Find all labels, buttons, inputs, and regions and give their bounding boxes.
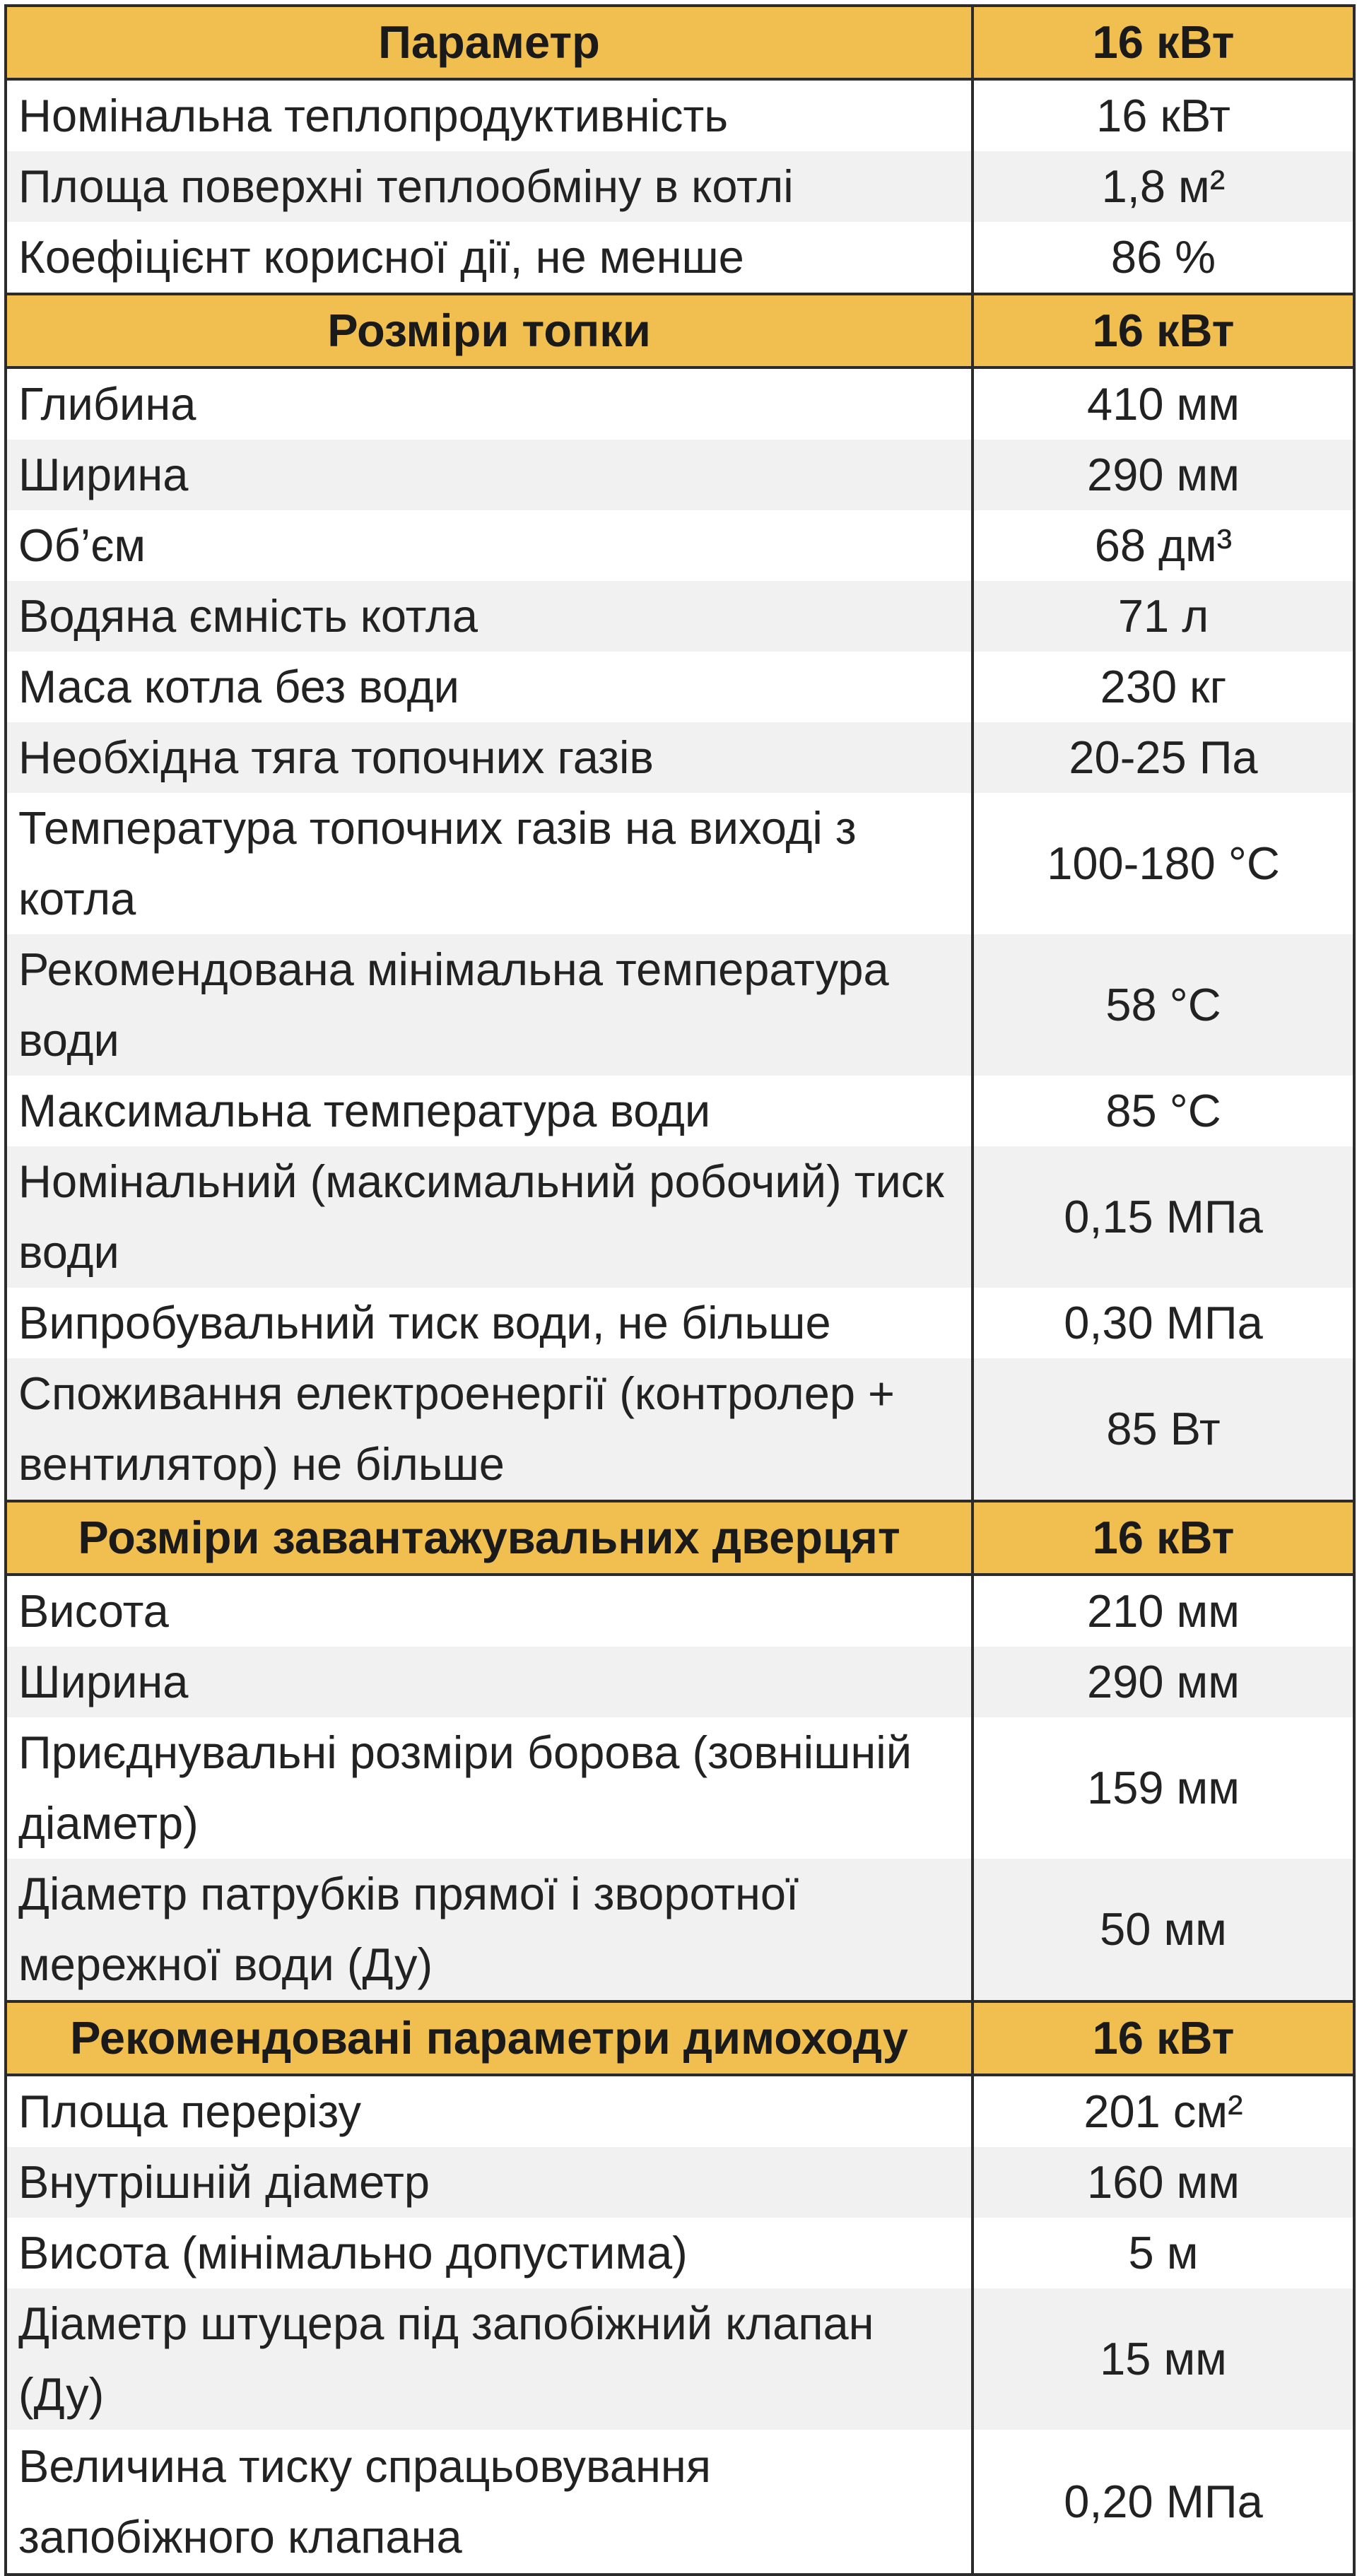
param-value: 20-25 Па — [973, 722, 1354, 793]
param-value: 58 °C — [973, 934, 1354, 1076]
header-value: 16 кВт — [973, 1501, 1354, 1575]
param-name: Коефіцієнт корисної дії, не менше — [6, 222, 973, 294]
section-header-furnace-size — [6, 294, 1354, 367]
table-row — [6, 367, 1354, 440]
param-name: Маса котла без води — [6, 652, 973, 722]
table-row — [6, 793, 1354, 934]
param-value: 159 мм — [973, 1717, 1354, 1859]
param-value: 71 л — [973, 581, 1354, 652]
param-value: 50 мм — [973, 1859, 1354, 2001]
param-value: 410 мм — [973, 367, 1354, 440]
param-name: Висота — [6, 1575, 973, 1647]
table-row — [6, 222, 1354, 294]
param-name: Площа перерізу — [6, 2075, 973, 2147]
param-name: Випробувальний тиск води, не більше — [6, 1288, 973, 1358]
param-name: Необхідна тяга топочних газів — [6, 722, 973, 793]
table-row — [6, 2147, 1354, 2218]
header-value: 16 кВт — [973, 6, 1354, 79]
param-value: 5 м — [973, 2218, 1354, 2288]
table-row — [6, 79, 1354, 151]
param-value: 210 мм — [973, 1575, 1354, 1647]
param-value: 85 Вт — [973, 1358, 1354, 1501]
param-name: Максимальна температура води — [6, 1076, 973, 1146]
param-value: 160 мм — [973, 2147, 1354, 2218]
param-name: Глибина — [6, 367, 973, 440]
table-row — [6, 2288, 1354, 2430]
header-label: Рекомендовані параметри димоходу — [6, 2001, 973, 2075]
section-header-loading-door — [6, 1501, 1354, 1575]
param-name: Споживання електроенергії (контролер + вентилятор) не більше — [6, 1358, 973, 1501]
param-value: 86 % — [973, 222, 1354, 294]
table-row — [6, 2075, 1354, 2147]
table-row — [6, 1146, 1354, 1288]
param-value: 15 мм — [973, 2288, 1354, 2430]
table-row — [6, 440, 1354, 510]
table-row — [6, 2430, 1354, 2575]
header-value: 16 кВт — [973, 294, 1354, 367]
param-value: 0,30 МПа — [973, 1288, 1354, 1358]
param-value: 201 см² — [973, 2075, 1354, 2147]
param-value: 0,15 МПа — [973, 1146, 1354, 1288]
param-name: Водяна ємність котла — [6, 581, 973, 652]
param-value: 100-180 °C — [973, 793, 1354, 934]
table-row — [6, 1717, 1354, 1859]
table-row — [6, 934, 1354, 1076]
table-row — [6, 151, 1354, 222]
param-value: 290 мм — [973, 440, 1354, 510]
spec-sheet — [4, 4, 1353, 2563]
header-label: Розміри топки — [6, 294, 973, 367]
param-value: 1,8 м² — [973, 151, 1354, 222]
param-name: Температура топочних газів на виході з котла — [6, 793, 973, 934]
param-name: Номінальна теплопродуктивність — [6, 79, 973, 151]
param-value: 230 кг — [973, 652, 1354, 722]
table-row — [6, 581, 1354, 652]
param-name: Внутрішній діаметр — [6, 2147, 973, 2218]
param-value: 68 дм³ — [973, 510, 1354, 581]
table-row — [6, 652, 1354, 722]
header-label: Параметр — [6, 6, 973, 79]
header-value: 16 кВт — [973, 2001, 1354, 2075]
table-row — [6, 1859, 1354, 2001]
table-row — [6, 2218, 1354, 2288]
param-name: Приєднувальні розміри борова (зовнішній діаметр) — [6, 1717, 973, 1859]
param-value: 0,20 МПа — [973, 2430, 1354, 2575]
param-name: Ширина — [6, 1647, 973, 1717]
table-row — [6, 1358, 1354, 1501]
param-name: Ширина — [6, 440, 973, 510]
header-label: Розміри завантажувальних дверцят — [6, 1501, 973, 1575]
table-row — [6, 1288, 1354, 1358]
boiler-spec-table — [4, 4, 1356, 2576]
param-name: Об’єм — [6, 510, 973, 581]
param-name: Діаметр патрубків прямої і зворотної мережної води (Ду) — [6, 1859, 973, 2001]
param-name: Величина тиску спрацьовування запобіжного клапана — [6, 2430, 973, 2575]
param-name: Рекомендована мінімальна температура води — [6, 934, 973, 1076]
param-name: Номінальний (максимальний робочий) тиск води — [6, 1146, 973, 1288]
table-row — [6, 1575, 1354, 1647]
table-row — [6, 722, 1354, 793]
param-name: Висота (мінімально допустима) — [6, 2218, 973, 2288]
param-value: 16 кВт — [973, 79, 1354, 151]
param-value: 85 °C — [973, 1076, 1354, 1146]
param-name: Площа поверхні теплообміну в котлі — [6, 151, 973, 222]
table-row — [6, 510, 1354, 581]
table-row — [6, 1647, 1354, 1717]
section-header-chimney — [6, 2001, 1354, 2075]
section-header-parameters — [6, 6, 1354, 79]
param-name: Діаметр штуцера під запобіжний клапан (Ду) — [6, 2288, 973, 2430]
param-value: 290 мм — [973, 1647, 1354, 1717]
table-row — [6, 1076, 1354, 1146]
